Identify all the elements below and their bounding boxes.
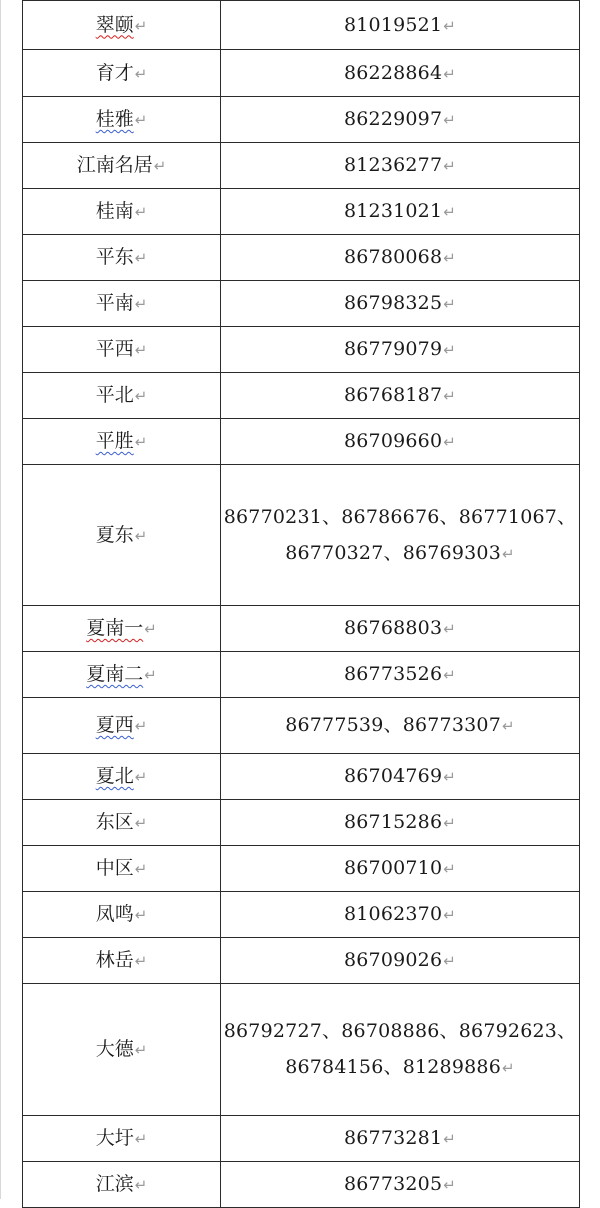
phone-text: 86768187 [343,384,443,406]
phone-text: 86229097 [343,108,443,130]
paragraph-mark-icon: ↵ [502,717,515,735]
phone-text: 86777539、86773307 [285,714,502,736]
table-row [23,1162,580,1208]
name-text: 江南名居 [76,154,153,176]
name-text: 育才 [95,61,134,84]
phone-text: 86704769 [343,765,443,787]
table-row [23,754,580,800]
paragraph-mark-icon: ↵ [443,157,457,175]
table-row [23,143,580,189]
name-text: 翠颐 [95,13,134,36]
paragraph-mark-icon: ↵ [134,526,148,545]
paragraph-mark-icon: ↵ [134,387,148,405]
phone-cell[interactable] [221,652,580,698]
name-cell[interactable] [23,50,221,97]
paragraph-mark-icon: ↵ [134,111,148,129]
table-row [23,1116,580,1162]
name-text: 平西 [95,338,134,360]
table-row [23,235,580,281]
paragraph-mark-icon: ↵ [134,768,148,786]
paragraph-mark-icon: ↵ [134,433,148,451]
name-text: 夏东 [95,523,134,546]
phone-line [221,1049,579,1086]
table-row [23,189,580,235]
table-row [23,465,580,606]
paragraph-mark-icon: ↵ [443,111,457,129]
name-cell[interactable] [23,846,221,892]
name-text: 大圩 [95,1127,134,1149]
paragraph-mark-icon: ↵ [502,1059,515,1077]
paragraph-mark-icon: ↵ [144,666,157,684]
name-cell[interactable] [23,754,221,800]
phone-cell[interactable] [221,465,580,606]
phone-cell[interactable] [221,606,580,652]
table-row [23,846,580,892]
table-row [23,1,580,50]
paragraph-mark-icon: ↵ [443,295,457,313]
phone-text: 86709660 [343,430,443,452]
paragraph-mark-icon: ↵ [443,64,457,83]
paragraph-mark-icon: ↵ [134,341,148,359]
phone-text: 81236277 [343,154,443,176]
paragraph-mark-icon: ↵ [134,717,148,735]
phone-text: 86798325 [343,292,443,314]
phone-text: 81062370 [343,903,443,925]
paragraph-mark-icon: ↵ [443,341,457,359]
name-cell[interactable] [23,1116,221,1162]
name-cell[interactable] [23,189,221,235]
paragraph-mark-icon: ↵ [134,295,148,313]
paragraph-mark-icon: ↵ [443,1130,457,1148]
phone-cell[interactable] [221,938,580,984]
phone-cell[interactable] [221,327,580,373]
paragraph-mark-icon: ↵ [443,387,457,405]
paragraph-mark-icon: ↵ [443,768,457,786]
name-cell[interactable] [23,465,221,606]
name-text: 桂南 [95,200,134,222]
paragraph-mark-icon: ↵ [443,620,457,638]
phone-cell[interactable] [221,143,580,189]
name-text: 平胜 [95,430,134,452]
phone-line [221,535,579,572]
paragraph-mark-icon: ↵ [134,814,148,832]
phone-cell[interactable] [221,892,580,938]
name-text: 桂雅 [95,108,134,130]
phone-text: 81231021 [343,200,443,222]
paragraph-mark-icon: ↵ [443,203,457,221]
phone-cell[interactable] [221,281,580,327]
phone-text: 86784156、81289886 [285,1056,502,1078]
phone-cell[interactable] [221,698,580,754]
table-row [23,97,580,143]
name-cell[interactable] [23,1,221,50]
name-cell[interactable] [23,698,221,754]
phone-text: 86228864 [343,61,443,84]
table-row [23,419,580,465]
paragraph-mark-icon: ↵ [134,64,148,83]
contact-table [22,0,580,1208]
paragraph-mark-icon: ↵ [134,860,148,878]
name-cell[interactable] [23,281,221,327]
phone-text: 86773205 [343,1173,443,1195]
paragraph-mark-icon: ↵ [134,16,148,35]
phone-text: 81019521 [343,13,443,36]
phone-line: 86792727、86708886、86792623、 [223,1020,577,1042]
phone-cell[interactable] [221,235,580,281]
phone-line: 86770231、86786676、86771067、 [223,505,577,528]
paragraph-mark-icon: ↵ [134,249,148,267]
name-text: 夏西 [95,714,134,736]
phone-cell[interactable] [221,846,580,892]
phone-text: 86780068 [343,246,443,268]
paragraph-mark-icon: ↵ [443,1176,457,1194]
name-cell[interactable] [23,892,221,938]
name-cell[interactable] [23,652,221,698]
phone-cell[interactable] [221,1116,580,1162]
paragraph-mark-icon: ↵ [443,249,457,267]
name-cell[interactable] [23,327,221,373]
paragraph-mark-icon: ↵ [443,16,457,35]
name-text: 东区 [95,811,134,833]
name-text: 大德 [95,1038,134,1060]
phone-text: 86700710 [343,857,443,879]
paragraph-mark-icon: ↵ [134,906,148,924]
table-row [23,281,580,327]
name-cell[interactable] [23,1162,221,1208]
phone-cell[interactable] [221,373,580,419]
phone-text: 86779079 [343,338,443,360]
phone-cell[interactable] [221,754,580,800]
name-text: 平南 [95,292,134,314]
phone-cell[interactable] [221,800,580,846]
phone-cell[interactable] [221,1,580,50]
name-text: 夏北 [95,765,134,787]
name-cell[interactable] [23,984,221,1116]
table-row [23,606,580,652]
phone-cell[interactable] [221,189,580,235]
table-row [23,984,580,1116]
name-text: 林岳 [95,949,134,971]
name-cell[interactable] [23,97,221,143]
table-row [23,327,580,373]
phone-text: 86773281 [343,1127,443,1149]
table-row [23,652,580,698]
paragraph-mark-icon: ↵ [153,157,167,175]
name-cell[interactable] [23,606,221,652]
name-text: 平东 [95,246,134,268]
table-row [23,892,580,938]
table-row [23,800,580,846]
page-margin-line [0,0,1,1199]
paragraph-mark-icon: ↵ [443,906,457,924]
paragraph-mark-icon: ↵ [443,860,457,878]
phone-cell[interactable] [221,419,580,465]
name-text: 中区 [95,857,134,879]
paragraph-mark-icon: ↵ [502,544,515,563]
phone-text: 86715286 [343,811,443,833]
phone-text: 86770327、86769303 [285,541,502,564]
paragraph-mark-icon: ↵ [443,433,457,451]
name-text: 夏南二 [86,663,144,685]
name-cell[interactable] [23,235,221,281]
phone-cell[interactable] [221,50,580,97]
name-text: 江滨 [95,1173,134,1195]
paragraph-mark-icon: ↵ [443,814,457,832]
name-text: 凤鸣 [95,903,134,925]
paragraph-mark-icon: ↵ [134,203,148,221]
paragraph-mark-icon: ↵ [134,1130,148,1148]
table-row [23,938,580,984]
table-row [23,373,580,419]
phone-cell[interactable] [221,1162,580,1208]
paragraph-mark-icon: ↵ [134,1176,148,1194]
name-cell[interactable] [23,419,221,465]
table-row [23,698,580,754]
paragraph-mark-icon: ↵ [443,666,457,684]
table-row [23,50,580,97]
paragraph-mark-icon: ↵ [144,620,157,638]
phone-text: 86768803 [343,617,443,639]
name-text: 夏南一 [86,617,144,639]
name-cell[interactable] [23,938,221,984]
phone-text: 86709026 [343,949,443,971]
name-cell[interactable] [23,800,221,846]
phone-cell[interactable] [221,97,580,143]
name-cell[interactable] [23,373,221,419]
phone-text: 86773526 [343,663,443,685]
name-text: 平北 [95,384,134,406]
paragraph-mark-icon: ↵ [443,952,457,970]
paragraph-mark-icon: ↵ [134,952,148,970]
name-cell[interactable] [23,143,221,189]
paragraph-mark-icon: ↵ [134,1041,148,1059]
phone-cell[interactable] [221,984,580,1116]
